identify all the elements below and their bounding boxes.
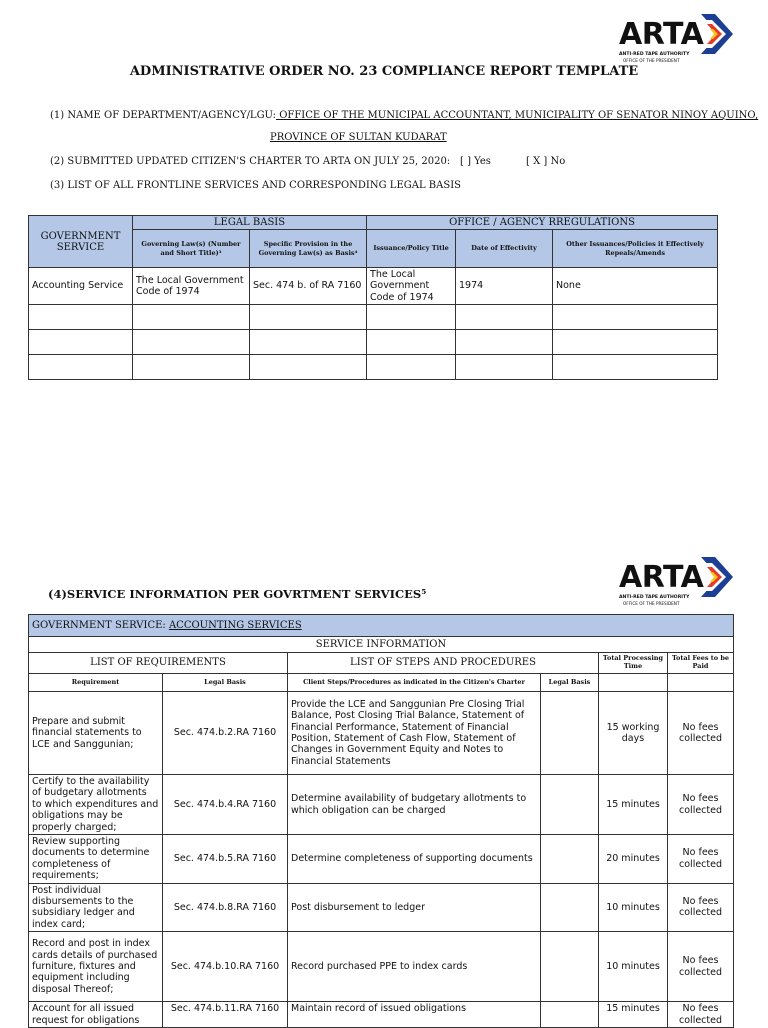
table-cell: Record purchased PPE to index cards [288, 932, 541, 1002]
charter-no-checkbox: [ X ] No [526, 156, 566, 167]
table-cell [541, 775, 599, 835]
header-governing-law: Governing Law(s) (Number and Short Title)³ [133, 230, 250, 268]
table-cell: 10 minutes [599, 932, 668, 1002]
table-cell [553, 330, 718, 355]
item1-label: (1) NAME OF DEPARTMENT/AGENCY/LGU: [50, 110, 277, 121]
table-cell: Sec. 474.b.8.RA 7160 [163, 883, 288, 932]
item1-value: OFFICE OF THE MUNICIPAL ACCOUNTANT, MUNICIPALITY OF SENATOR NINOY AQUINO, [276, 110, 759, 121]
header-date-effectivity: Date of Effectivity [456, 230, 553, 268]
table-row [29, 835, 734, 884]
arta-logo [619, 14, 737, 64]
table-cell: 1974 [456, 268, 553, 305]
table-cell [541, 692, 599, 775]
table-cell [29, 355, 133, 380]
table-cell: Determine availability of budgetary allotments to which obligation can be charged [288, 775, 541, 835]
table-cell [133, 330, 250, 355]
table-cell [133, 355, 250, 380]
header-specific-provision: Specific Provision in the Governing Law(s) as Basis⁴ [250, 230, 367, 268]
table-cell: 10 minutes [599, 883, 668, 932]
arta-arrow-icon [701, 557, 733, 597]
table-cell: The Local Government Code of 1974 [133, 268, 250, 305]
table-row [29, 355, 718, 380]
header-list-steps: LIST OF STEPS AND PROCEDURES [288, 653, 599, 674]
service-information-table [28, 614, 734, 1028]
header-requirement: Requirement [29, 674, 163, 692]
table-cell [29, 305, 133, 330]
arta-logo-2 [619, 557, 737, 607]
arta-logo-word: ARTA [619, 560, 704, 595]
table-cell: The Local Government Code of 1974 [367, 268, 456, 305]
table-cell: Post individual disbursements to the subsidiary ledger and index card; [29, 883, 163, 932]
table-cell [553, 305, 718, 330]
table-cell: No fees collected [668, 932, 734, 1002]
arta-logo-subtitle: ANTI-RED TAPE AUTHORITY [619, 52, 690, 57]
table-cell: Record and post in index cards details of purchased furniture, fixtures and equipment including disposal Thereof; [29, 932, 163, 1002]
table-cell [668, 674, 734, 692]
table-cell: Sec. 474.b.5.RA 7160 [163, 835, 288, 884]
table-row [29, 932, 734, 1002]
table-cell [250, 355, 367, 380]
table-row [29, 883, 734, 932]
header-government-service: GOVERNMENT SERVICE [29, 216, 133, 268]
table-cell: None [553, 268, 718, 305]
table-cell: Prepare and submit financial statements to LCE and Sanggunian; [29, 692, 163, 775]
item2-line [50, 156, 450, 167]
section4-heading: (4)SERVICE INFORMATION PER GOVRTMENT SERVICES⁵ [48, 587, 427, 601]
government-service-value: ACCOUNTING SERVICES [168, 619, 302, 631]
table-cell: No fees collected [668, 835, 734, 884]
table-cell: Provide the LCE and Sanggunian Pre Closing Trial Balance, Post Closing Trial Balance, Statement of Financial Performance, Statement of Financial Position, Statement of Cash Flow, Statement of Changes in Government Equity and Notes to Financial Statements [288, 692, 541, 775]
table-cell [456, 330, 553, 355]
table-cell [367, 330, 456, 355]
arta-logo-word: ARTA [619, 17, 704, 52]
table-cell [456, 355, 553, 380]
charter-yes-checkbox: [ ] Yes [460, 156, 491, 167]
table-cell [133, 305, 250, 330]
table-cell [541, 883, 599, 932]
header-total-time: Total Processing Time [599, 653, 668, 674]
header-list-requirements: LIST OF REQUIREMENTS [29, 653, 288, 674]
arta-logo-office: OFFICE OF THE PRESIDENT [623, 601, 680, 606]
table-cell [599, 674, 668, 692]
frontline-services-table [28, 215, 718, 380]
table-cell [541, 932, 599, 1002]
header-office-regulations: OFFICE / AGENCY RREGULATIONS [367, 216, 718, 230]
header-total-fees: Total Fees to be Paid [668, 653, 734, 674]
header-issuance-title: Issuance/Policy Title [367, 230, 456, 268]
item1-line [50, 110, 758, 121]
table-cell: Sec. 474.b.2.RA 7160 [163, 692, 288, 775]
government-service-row [29, 615, 734, 637]
table-cell: 15 minutes [599, 1002, 668, 1028]
table-cell [250, 330, 367, 355]
table-cell: Determine completeness of supporting documents [288, 835, 541, 884]
table-cell: Review supporting documents to determine completeness of requirements; [29, 835, 163, 884]
arta-logo-office: OFFICE OF THE PRESIDENT [623, 58, 680, 63]
table-row [29, 692, 734, 775]
header-other-issuances: Other Issuances/Policies it Effectively Repeals/Amends [553, 230, 718, 268]
item1-line2 [270, 132, 447, 143]
table-cell [367, 305, 456, 330]
page-title: ADMINISTRATIVE ORDER NO. 23 COMPLIANCE REPORT TEMPLATE [129, 64, 639, 79]
table-cell: 15 minutes [599, 775, 668, 835]
table-cell [456, 305, 553, 330]
service-information-header: SERVICE INFORMATION [29, 637, 734, 653]
table-cell [250, 305, 367, 330]
table-row [29, 305, 718, 330]
item3-line: (3) LIST OF ALL FRONTLINE SERVICES AND CORRESPONDING LEGAL BASIS [50, 180, 461, 191]
arta-logo-subtitle: ANTI-RED TAPE AUTHORITY [619, 595, 690, 600]
table-cell: Accounting Service [29, 268, 133, 305]
table-cell: Maintain record of issued obligations [288, 1002, 541, 1028]
table-cell: Sec. 474.b.10.RA 7160 [163, 932, 288, 1002]
table-cell: No fees collected [668, 1002, 734, 1028]
table-cell: No fees collected [668, 692, 734, 775]
table-row [29, 775, 734, 835]
item1-value-cont: PROVINCE OF SULTAN KUDARAT [270, 132, 447, 143]
item2-label: (2) SUBMITTED UPDATED CITIZEN'S CHARTER TO ARTA ON JULY 25, 2020: [50, 156, 451, 167]
table-cell: 15 working days [599, 692, 668, 775]
header-legal-basis: Legal Basis [163, 674, 288, 692]
table-cell: Certify to the availability of budgetary allotments to which expenditures and obligations may be properly charged; [29, 775, 163, 835]
table-cell: Sec. 474.b.11.RA 7160 [163, 1002, 288, 1028]
table-cell: No fees collected [668, 883, 734, 932]
table-row [29, 268, 718, 305]
table-cell: 20 minutes [599, 835, 668, 884]
table-cell: Sec. 474 b. of RA 7160 [250, 268, 367, 305]
table-cell: Account for all issued request for obligations [29, 1002, 163, 1028]
table-cell: No fees collected [668, 775, 734, 835]
table-cell [541, 835, 599, 884]
table-cell: Post disbursement to ledger [288, 883, 541, 932]
government-service-label: GOVERNMENT SERVICE: [32, 619, 169, 631]
table-cell [553, 355, 718, 380]
header-client-steps: Client Steps/Procedures as indicated in the Citizen's Charter [288, 674, 541, 692]
header-legal-basis: LEGAL BASIS [133, 216, 367, 230]
table-cell [29, 330, 133, 355]
table-row [29, 330, 718, 355]
table-cell: Sec. 474.b.4.RA 7160 [163, 775, 288, 835]
arta-arrow-icon [701, 14, 733, 54]
header-legal-basis-2: Legal Basis [541, 674, 599, 692]
table-cell [367, 355, 456, 380]
